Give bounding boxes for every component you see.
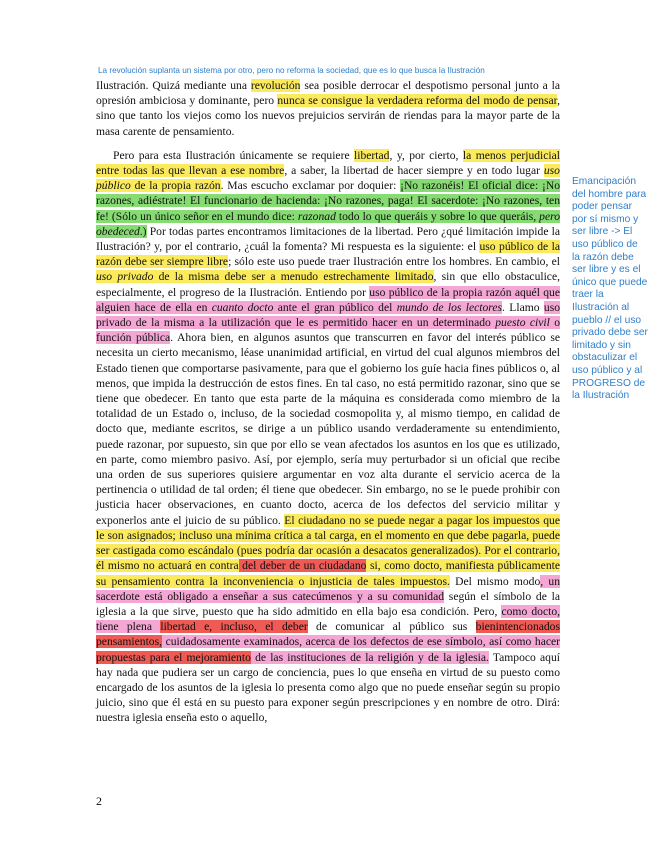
text-run: uso privado de la misma a la utilización que le es permitido hacer en un determinado bbox=[96, 300, 560, 330]
highlight-yellow: la menos perjudicial entre todas las que llevan a ese nombre bbox=[96, 148, 560, 178]
document-body bbox=[96, 78, 560, 726]
italic-run: razonad bbox=[297, 209, 336, 223]
highlight-yellow: si, como docto, manifiesta públicamente su pensamiento contra la inconveniencia o injusticia de tales impuestos. bbox=[96, 559, 560, 588]
highlight-yellow bbox=[96, 270, 434, 283]
margin-annotation-note: Emancipación del hombre para poder pensar por sí mismo y ser libre -> El uso público de la razón debe ser libre y es el único que puede traer la Ilustración al pueblo // el uso privado debe ser limitado y sin obstaculizar el uso público y al PROGRESO de la Ilustración bbox=[572, 176, 648, 402]
text-run: , sin que ello obstaculice, especialmente, el progreso de la Ilustración. Entiendo por bbox=[96, 270, 560, 299]
text-run: uso público de la propia razón aquél que alguien hace de ella en bbox=[96, 285, 560, 314]
text-run: ¡No razonéis! El oficial dice: ¡No razones, adiéstrate! El funcionario de hacienda: ¡No razones, paga! El sacerdote: ¡No razones, ten fe! (Sólo un único señor en el mundo dice: bbox=[96, 179, 560, 223]
italic-run: uso privado bbox=[96, 270, 154, 284]
italic-run: puesto civil bbox=[495, 316, 550, 330]
highlight-pink: de las instituciones de la religión y de la iglesia. bbox=[250, 650, 489, 664]
text-run: Ilustración. Quizá mediante una bbox=[96, 79, 251, 92]
highlight-red: libertad e, incluso, el deber bbox=[160, 620, 308, 634]
highlight-yellow: libertad bbox=[354, 148, 390, 162]
text-run: . Ahora bien, en algunos asuntos que transcurren en favor del interés público se necesita un cierto mecanismo, léase unanimidad artificial, en virtud del cual algunos miembros del Estado tienen que comportarse pasivamente, para que el gobierno los guíe hacia fines públicos o, al menos, que impida la destrucción de estos fines. En tal caso, no está permitido razonar, sino que se tiene que obedecer. En tanto que esta parte de la máquina es considerada como miembro de la totalidad de un Estado o, incluso, de la sociedad cosmopolita y, al mismo tiempo, en calidad de docto que, mediante escritos, se dirige a un público usando verdaderamente su entendimiento, puede razonar, por supuesto, sin que por ello se vean afectados los asuntos en los que es utilizado, en parte, como miembro pasivo. Así, por ejemplo, sería muy perturbador si un oficial que recibe una orden de sus superiores quisiere argumentar en voz alta durante el servicio acerca de la pertinencia o utilidad de tal orden; él tiene que obedecer. Sin embargo, no se le puede prohibir con justicia hacer observaciones, en cuanto docto, acerca de los defectos del servicio militar y exponerlos ante el juicio de su público. bbox=[96, 331, 560, 527]
top-annotation-note: La revolución suplanta un sistema por otro, pero no reforma la sociedad, que es lo que busca la Ilustración bbox=[98, 66, 485, 75]
highlight-red: del deber de un ciudadano bbox=[238, 559, 367, 573]
highlight-red: propuestas para el mejoramiento bbox=[96, 650, 251, 664]
text-run: o función pública bbox=[96, 316, 561, 345]
highlight-yellow: revolución bbox=[250, 79, 301, 92]
italic-run: cuanto docto bbox=[211, 300, 274, 314]
text-run: Por todas partes encontramos limitaciones de la libertad. Pero ¿qué limitación impide la Ilustración? y, por el contrario, ¿cuál la fomenta? Mi respuesta es la siguiente: el bbox=[96, 224, 560, 254]
text-run: , sino que tanto los viejos como los nuevos prejuicios servirán de riendas para la mayor parte de la masa carente de pensamiento. bbox=[96, 94, 560, 138]
text-run: de comunicar al público sus bbox=[307, 620, 476, 634]
text-run: según el símbolo de la iglesia a la que sirve, puesto que ha sido admitido en ella bajo esa condición. Pero, bbox=[96, 589, 560, 618]
highlight-pink: , un sacerdote está obligado a enseñar a sus catecúmenos y a su comunidad bbox=[96, 574, 560, 603]
italic-run: mundo de los lectores bbox=[396, 300, 503, 314]
text-run: . Llamo bbox=[502, 300, 544, 314]
text-run: Pero para esta Ilustración únicamente se requiere bbox=[113, 148, 355, 162]
italic-run: uso público bbox=[96, 164, 560, 193]
text-run: Tampoco aquí hay nada que pudiera ser un cargo de conciencia, pues lo que enseña en virtud de su puesto como encargado de los asuntos de la iglesia lo presenta como algo que no puede enseñar según su propio juicio, sino que él está en su puesto para exponer según prescripciones y en nombre de otro. Dirá: nuestra iglesia enseña esto o aquello, bbox=[96, 650, 560, 725]
text-run: ; sólo este uso puede traer Ilustración entre los hombres. En cambio, el bbox=[228, 255, 560, 269]
text-run: todo lo que queráis y sobre lo que queráis, bbox=[335, 209, 540, 223]
text-run: Del mismo modo bbox=[449, 574, 541, 588]
italic-run: pero obedeced bbox=[96, 209, 560, 238]
highlight-pink: como docto, tiene plena bbox=[96, 604, 561, 634]
text-run: .) bbox=[139, 224, 147, 238]
highlight-red: bienintencionados pensamientos, bbox=[96, 620, 560, 649]
highlight-yellow: uso público de la razón debe ser siempre libre bbox=[96, 240, 560, 269]
paragraph-1 bbox=[96, 78, 560, 139]
text-run: de la misma debe ser a menudo estrechamente limitado bbox=[153, 270, 434, 284]
text-run: , y, por cierto, bbox=[389, 148, 463, 162]
text-run: . Mas escucho exclamar por doquier: bbox=[220, 179, 401, 193]
highlight-pink: cuidadosamente examinados, acerca de los defectos de ese símbolo, así como hacer bbox=[162, 635, 560, 649]
highlight-yellow: nunca se consigue la verdadera reforma del modo de pensar bbox=[277, 94, 558, 108]
page-number: 2 bbox=[96, 794, 102, 808]
text-run: , a saber, la libertad de hacer siempre y en todo lugar bbox=[284, 164, 544, 178]
highlight-yellow: El ciudadano no se puede negar a pagar los impuestos que le son asignados; incluso una mínima crítica a tal carga, en el momento en que debe pagarla, puede ser castigada como escándalo (pues podría dar ocasión a desacatos generalizados). Por el contrario, él mismo no actuará en contra bbox=[96, 513, 560, 573]
text-run: ante el gran público del bbox=[273, 300, 397, 314]
paragraph-2 bbox=[96, 148, 560, 726]
text-run: sea posible derrocar el despotismo personal junto a la opresión ambiciosa y dominante, pero bbox=[96, 79, 560, 108]
text-run: de la propia razón bbox=[130, 179, 221, 193]
